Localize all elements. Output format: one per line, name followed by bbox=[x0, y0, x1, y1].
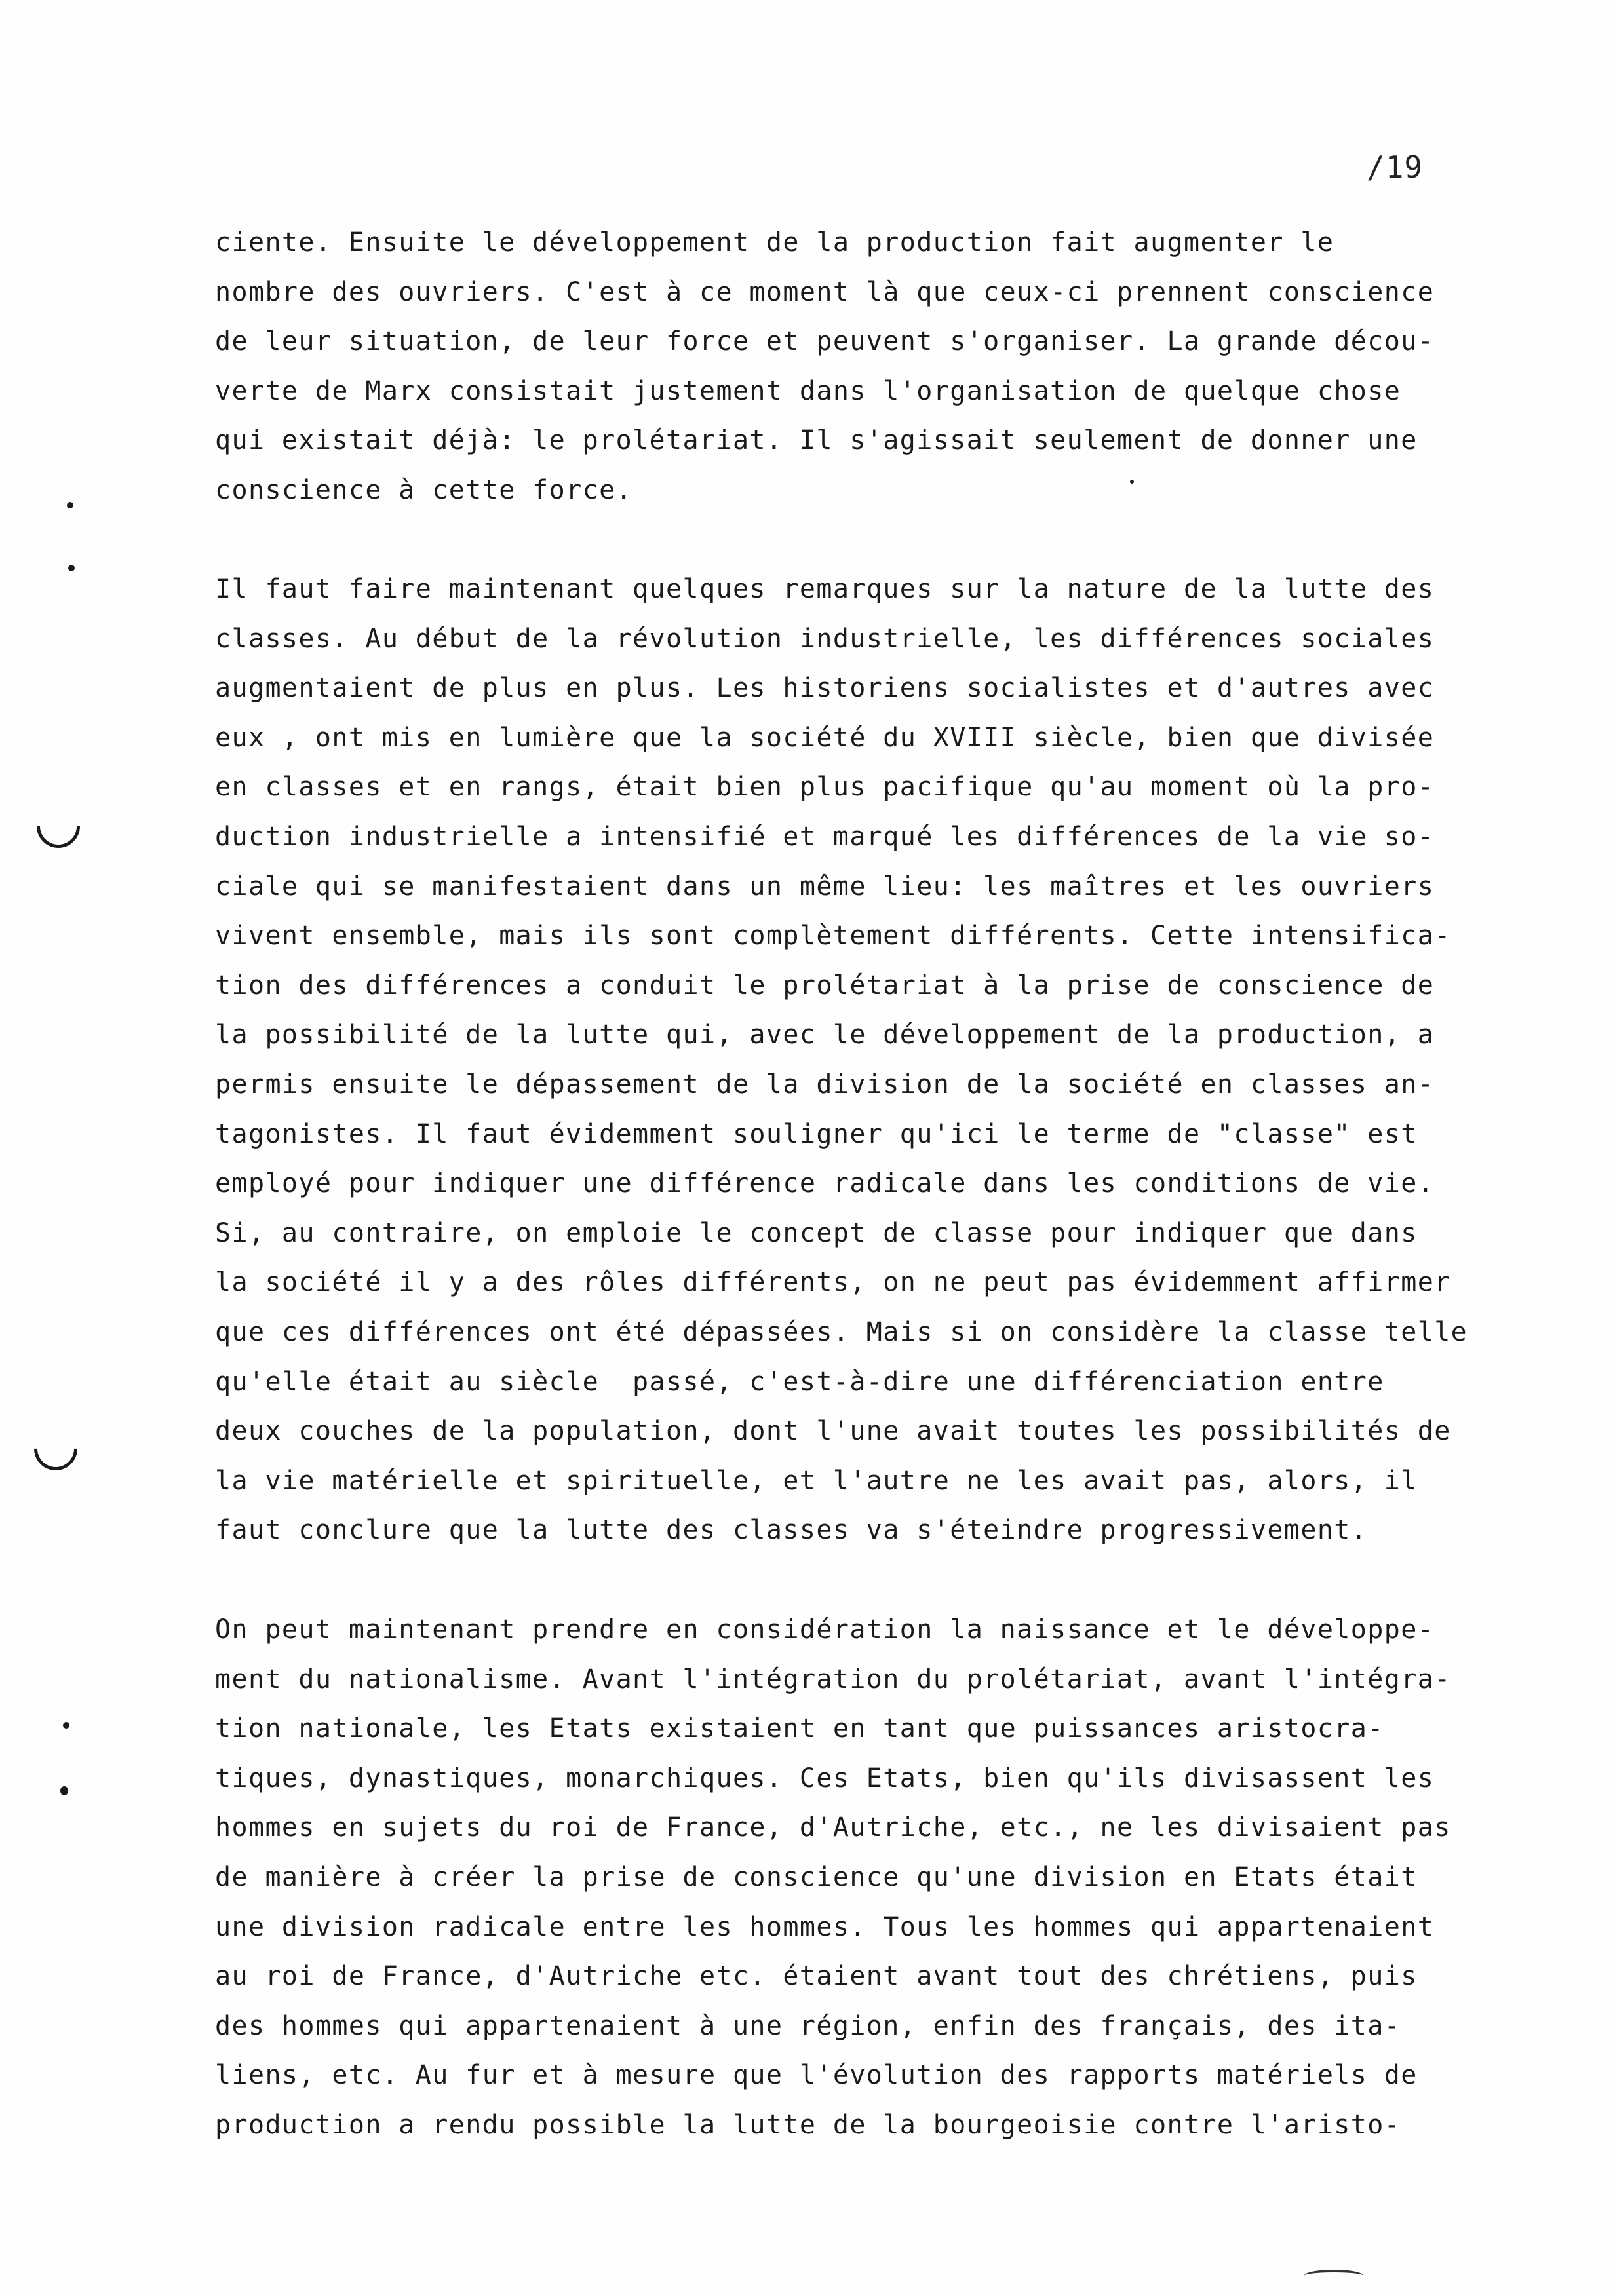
text-line: vivent ensemble, mais ils sont complètement différents. Cette intensifica- bbox=[215, 921, 1451, 951]
scan-speck bbox=[1130, 480, 1134, 484]
text-line: Il faut faire maintenant quelques remarques sur la nature de la lutte des bbox=[215, 574, 1435, 604]
text-line: eux , ont mis en lumière que la société du XVIII siècle, bien que divisée bbox=[215, 722, 1435, 753]
text-line: liens, etc. Au fur et à mesure que l'évolution des rapports matériels de bbox=[215, 2060, 1418, 2091]
text-line: des hommes qui appartenaient à une région, enfin des français, des ita- bbox=[215, 2010, 1401, 2041]
text-line: Si, au contraire, on emploie le concept de classe pour indiquer que dans bbox=[215, 1217, 1418, 1248]
text-line: faut conclure que la lutte des classes va s'éteindre progressivement. bbox=[215, 1515, 1368, 1546]
text-line: ment du nationalisme. Avant l'intégration du prolétariat, avant l'intégra- bbox=[215, 1664, 1451, 1694]
scan-speck bbox=[63, 1722, 69, 1729]
text-line: une division radicale entre les hommes. Tous les hommes qui appartenaient bbox=[215, 1911, 1435, 1942]
paragraph-2 bbox=[215, 565, 1468, 1556]
text-line: augmentaient de plus en plus. Les historiens socialistes et d'autres avec bbox=[215, 673, 1435, 704]
text-line: verte de Marx consistait justement dans l'organisation de quelque chose bbox=[215, 375, 1401, 406]
text-line: qu'elle était au siècle passé, c'est-à-dire une différenciation entre bbox=[215, 1366, 1384, 1397]
punch-hole-mark bbox=[25, 1418, 86, 1479]
page-number: /19 bbox=[1367, 149, 1424, 185]
scan-speck bbox=[68, 565, 75, 571]
text-line: tagonistes. Il faut évidemment souligner qu'ici le terme de "classe" est bbox=[215, 1119, 1418, 1149]
text-line: ciente. Ensuite le développement de la production fait augmenter le bbox=[215, 227, 1334, 258]
text-line: la société il y a des rôles différents, on ne peut pas évidemment affirmer bbox=[215, 1267, 1451, 1298]
text-line: la possibilité de la lutte qui, avec le développement de la production, a bbox=[215, 1020, 1435, 1050]
text-line: hommes en sujets du roi de France, d'Autriche, etc., ne les divisaient pas bbox=[215, 1812, 1451, 1843]
text-line: conscience à cette force. bbox=[215, 474, 633, 505]
text-line: qui existait déjà: le prolétariat. Il s'agissait seulement de donner une bbox=[215, 425, 1418, 456]
text-line: en classes et en rangs, était bien plus pacifique qu'au moment où la pro- bbox=[215, 772, 1435, 803]
text-line: la vie matérielle et spirituelle, et l'autre ne les avait pas, alors, il bbox=[215, 1465, 1418, 1496]
paragraph-1 bbox=[215, 218, 1460, 516]
text-line: tion des différences a conduit le prolétariat à la prise de conscience de bbox=[215, 970, 1435, 1001]
text-line: classes. Au début de la révolution industrielle, les différences sociales bbox=[215, 623, 1435, 654]
scan-speck bbox=[60, 1786, 68, 1795]
punch-hole-mark bbox=[28, 795, 88, 856]
text-line: au roi de France, d'Autriche etc. étaient avant tout des chrétiens, puis bbox=[215, 1961, 1418, 1992]
text-line: nombre des ouvriers. C'est à ce moment là que ceux-ci prennent conscience bbox=[215, 277, 1435, 307]
pen-mark bbox=[1304, 2270, 1363, 2282]
text-line: tion nationale, les Etats existaient en tant que puissances aristocra- bbox=[215, 1713, 1384, 1744]
text-line: employé pour indiquer une différence radicale dans les conditions de vie. bbox=[215, 1168, 1435, 1199]
text-line: de manière à créer la prise de conscience qu'une division en Etats était bbox=[215, 1862, 1418, 1892]
text-line: ciale qui se manifestaient dans un même lieu: les maîtres et les ouvriers bbox=[215, 871, 1435, 902]
text-line: On peut maintenant prendre en considération la naissance et le développe- bbox=[215, 1615, 1435, 1645]
text-line: de leur situation, de leur force et peuvent s'organiser. La grande décou- bbox=[215, 326, 1435, 357]
text-line: production a rendu possible la lutte de la bourgeoisie contre l'aristo- bbox=[215, 2109, 1401, 2140]
text-line: permis ensuite le dépassement de la division de la société en classes an- bbox=[215, 1069, 1435, 1100]
text-line: tiques, dynastiques, monarchiques. Ces Etats, bien qu'ils divisassent les bbox=[215, 1763, 1435, 1793]
scan-speck bbox=[67, 502, 73, 508]
text-line: duction industrielle a intensifié et marqué les différences de la vie so- bbox=[215, 821, 1435, 852]
paragraph-3 bbox=[215, 1605, 1460, 2151]
text-line: deux couches de la population, dont l'une avait toutes les possibilités de bbox=[215, 1416, 1451, 1447]
text-line: que ces différences ont été dépassées. Mais si on considère la classe telle bbox=[215, 1316, 1468, 1347]
